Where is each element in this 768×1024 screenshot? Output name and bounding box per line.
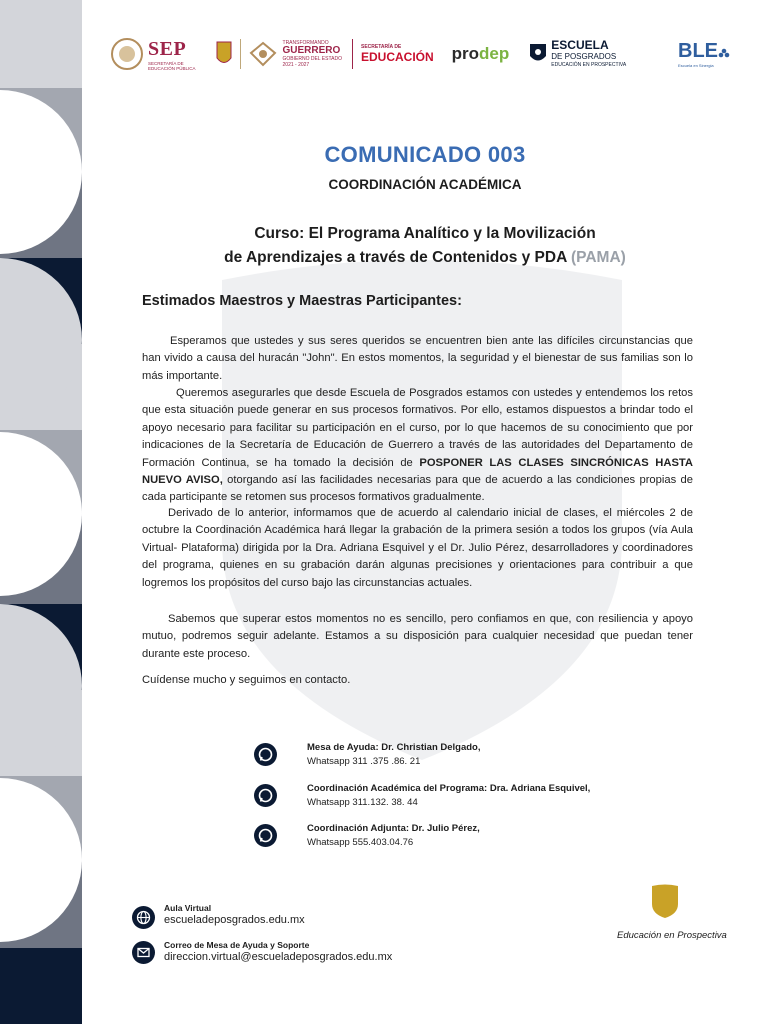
contact-phone[interactable]: Whatsapp 311.132. 38. 44: [307, 797, 418, 808]
decorative-side-strip: [0, 0, 82, 1024]
sep-subtitle-1: SECRETARÍA DE: [148, 60, 184, 66]
guerrero-logo: [216, 39, 342, 69]
course-title: [82, 222, 768, 270]
flower-icon: [718, 48, 730, 60]
guerrero-subtitle: GOBIERNO DEL ESTADO: [282, 56, 342, 62]
paragraph-2-emphasis: POSPONER LAS CLASES SINCRÓNICAS HASTA NUEVO AVISO,: [142, 456, 693, 487]
paragraph-4-text: Sabemos que superar estos momentos no es sencillo, pero confiamos en que, con resiliencia y apoyo mutuo, podremos seguir adelante. Estamos a su disposición para cualquier necesidad que puedan tener durante este proceso.: [142, 613, 693, 660]
coat-of-arms-icon: [110, 37, 144, 71]
contact-help-desk: [254, 741, 481, 769]
escuela-shield-icon: [529, 43, 547, 65]
paragraph-2: [142, 385, 693, 507]
course-acronym: (PAMA): [571, 249, 626, 266]
secretaria-text: SECRETARÍA DE: [360, 44, 402, 50]
whatsapp-icon: [254, 784, 277, 807]
educacion-wordmark: EDUCACIÓN: [360, 50, 434, 64]
ble-logo: [678, 40, 730, 68]
support-email-label: Correo de Mesa de Ayuda y Soporte: [164, 940, 310, 950]
whatsapp-icon: [254, 824, 277, 847]
contact-name: Coordinación Académica del Programa: Dra. Adriana Esquivel,: [307, 783, 591, 794]
course-title-text: de Aprendizajes a través de Contenidos y PDA: [224, 249, 572, 266]
header-logos: [110, 34, 730, 74]
course-title-line-1: Curso: El Programa Analítico y la Movilización: [254, 225, 596, 242]
whatsapp-icon: [254, 743, 277, 766]
escuela-posgrados-logo: [529, 40, 626, 68]
escuela-wordmark: ESCUELA: [551, 38, 609, 52]
guerrero-years: 2021 - 2027: [282, 62, 310, 68]
paragraph-1-text: Esperamos que ustedes y sus seres queridos se encuentren bien ante las difíciles circunstancias que han vivido a causa del huracán "John". En estos momentos, la seguridad y el bienestar de sus familias son lo más importante.: [142, 335, 693, 382]
paragraph-3-text: Derivado de lo anterior, informamos que de acuerdo al calendario inicial de clases, el miércoles 2 de octubre la Coordinación Académica hará llegar la grabación de la primera sesión a todos los grupos (vía Aula Virtual- Plataforma) dirigida por la Dra. Adriana Esquivel y el Dr. Julio Pérez, desarrolladores y coordinadores del programa, quienes en su grabación darán algunas precisiones y orientaciones para contribuir a que logremos los propósitos del curso bajo las circunstancias actuales.: [142, 507, 693, 589]
prodep-text-b: dep: [479, 44, 510, 63]
aula-virtual-link[interactable]: escueladeposgrados.edu.mx: [164, 913, 305, 926]
guerrero-wordmark: GUERRERO: [282, 45, 341, 56]
contact-name: Mesa de Ayuda: Dr. Christian Delgado,: [307, 742, 481, 753]
contact-academic-coordination: [254, 782, 590, 810]
paragraph-1: [142, 333, 693, 385]
escuela-subwordmark: DE POSGRADOS: [551, 52, 617, 61]
paragraph-3: [142, 505, 693, 592]
aula-virtual-label: Aula Virtual: [164, 902, 212, 913]
sep-logo: [110, 37, 196, 71]
escuela-tagline: EDUCACIÓN EN PROSPECTIVA: [551, 62, 627, 68]
sep-wordmark: SEP: [148, 37, 187, 60]
paragraph-4: [142, 611, 693, 663]
contact-phone[interactable]: Whatsapp 555.403.04.76: [307, 837, 414, 848]
ble-wordmark: BLE: [678, 40, 718, 62]
footer-aula-virtual: [132, 900, 305, 929]
footer-support-email: [132, 940, 392, 964]
guerrero-top-text: TRANSFORMANDO: [282, 40, 329, 46]
secretaria-educacion-logo: [361, 44, 434, 64]
globe-icon: [132, 906, 155, 929]
greeting: Estimados Maestros y Maestras Participantes:: [142, 293, 462, 309]
contact-adjunct-coordination: [254, 822, 480, 850]
contact-name: Coordinación Adjunta: Dr. Julio Pérez,: [307, 823, 480, 834]
prodep-text-a: pro: [451, 44, 480, 63]
ble-tagline: Escuela en Sinergia: [678, 63, 714, 68]
gold-shield-icon: [651, 884, 679, 918]
sep-subtitle-2: EDUCACIÓN PÚBLICA: [148, 65, 196, 71]
prodep-logo: [452, 44, 510, 64]
closing-line: Cuídense mucho y seguimos en contacto.: [142, 674, 351, 686]
page-subtitle: COORDINACIÓN ACADÉMICA: [328, 177, 522, 192]
footer-tagline: Educación en Prospectiva: [617, 930, 727, 941]
paragraph-2-text-b: otorgando así las facilidades necesarias para que de acuerdo a las condiciones propias de cada participante se retomen sus procesos formativos gradualmente.: [142, 474, 693, 504]
paragraph-2-text-a: Queremos asegurarles que desde Escuela de Posgrados estamos con ustedes y entendemos los retos que esta situación puede generar en sus procesos formativos. Por ello, estamos dispuestos a brindar todo el apoyo necesario para facilitar su participación en el curso, por lo que hacemos de su conocimiento que por indicaciones de la Secretaría de Educación de Guerrero a través de las autoridades del Departamento de Formación Continua, se ha tomado la decisión de: [142, 387, 693, 469]
guerrero-emblem-icon: [249, 41, 277, 67]
contact-phone[interactable]: Whatsapp 311 .375 .86. 21: [307, 756, 421, 767]
support-email-link[interactable]: direccion.virtual@escueladeposgrados.edu.mx: [164, 951, 393, 963]
mail-icon: [132, 941, 155, 964]
guerrero-seal-icon: [216, 40, 232, 68]
course-title-line-2: [82, 246, 768, 270]
page-title: COMUNICADO 003: [324, 142, 526, 167]
